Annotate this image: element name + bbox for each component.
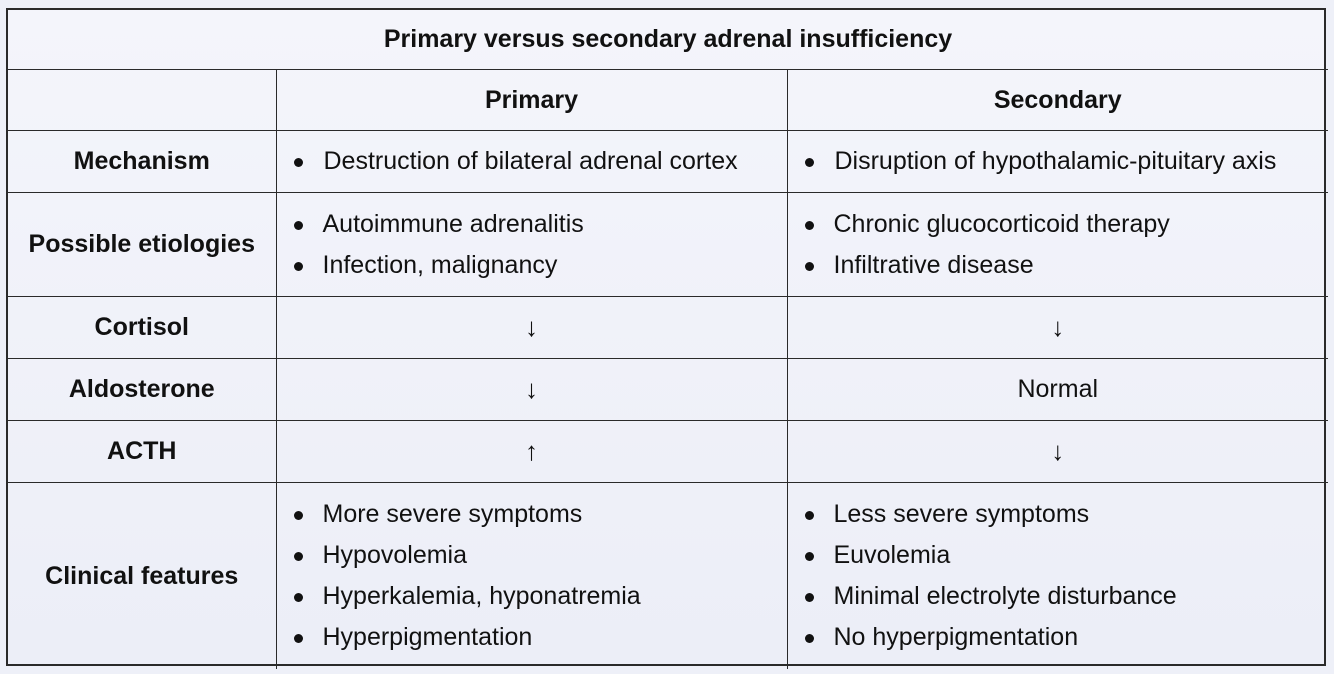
clinical-secondary-list (788, 494, 1329, 658)
row-label-mechanism: Mechanism (8, 131, 276, 193)
row-label-aldosterone: Aldosterone (8, 359, 276, 421)
column-header-secondary: Secondary (787, 70, 1328, 131)
list-item: Infiltrative disease (802, 245, 1329, 286)
list-item: Hyperkalemia, hyponatremia (291, 576, 787, 617)
list-item: Disruption of hypothalamic-pituitary axis (802, 141, 1329, 182)
table-row-aldosterone (8, 359, 1328, 421)
row-label-cortisol: Cortisol (8, 297, 276, 359)
clinical-secondary-cell (787, 483, 1328, 670)
column-header-row (8, 70, 1328, 131)
aldosterone-primary-value: ↓ (276, 359, 787, 421)
clinical-primary-cell (276, 483, 787, 670)
etiologies-secondary-list (788, 204, 1329, 286)
acth-primary-value: ↑ (276, 421, 787, 483)
mechanism-secondary-cell (787, 131, 1328, 193)
list-item: Minimal electrolyte disturbance (802, 576, 1329, 617)
table-row-acth (8, 421, 1328, 483)
row-label-etiologies: Possible etiologies (8, 193, 276, 297)
list-item: Destruction of bilateral adrenal cortex (291, 141, 787, 182)
mechanism-primary-cell (276, 131, 787, 193)
table-row-etiologies (8, 193, 1328, 297)
etiologies-secondary-cell (787, 193, 1328, 297)
mechanism-primary-list (277, 141, 787, 182)
row-label-clinical-features: Clinical features (8, 483, 276, 670)
list-item: Hypovolemia (291, 535, 787, 576)
comparison-table-container (6, 8, 1326, 666)
etiologies-primary-list (277, 204, 787, 286)
list-item: Hyperpigmentation (291, 617, 787, 658)
etiologies-primary-cell (276, 193, 787, 297)
column-header-primary: Primary (276, 70, 787, 131)
table-title: Primary versus secondary adrenal insufficiency (8, 10, 1328, 70)
table-row-clinical-features (8, 483, 1328, 670)
acth-secondary-value: ↓ (787, 421, 1328, 483)
row-label-acth: ACTH (8, 421, 276, 483)
list-item: Autoimmune adrenalitis (291, 204, 787, 245)
corner-cell (8, 70, 276, 131)
cortisol-secondary-value: ↓ (787, 297, 1328, 359)
list-item: More severe symptoms (291, 494, 787, 535)
table-title-row (8, 10, 1328, 70)
list-item: Infection, malignancy (291, 245, 787, 286)
table-row-mechanism (8, 131, 1328, 193)
list-item: Less severe symptoms (802, 494, 1329, 535)
mechanism-secondary-list (788, 141, 1329, 182)
list-item: No hyperpigmentation (802, 617, 1329, 658)
table-row-cortisol (8, 297, 1328, 359)
clinical-primary-list (277, 494, 787, 658)
list-item: Chronic glucocorticoid therapy (802, 204, 1329, 245)
list-item: Euvolemia (802, 535, 1329, 576)
cortisol-primary-value: ↓ (276, 297, 787, 359)
comparison-table (8, 10, 1328, 669)
aldosterone-secondary-value: Normal (787, 359, 1328, 421)
